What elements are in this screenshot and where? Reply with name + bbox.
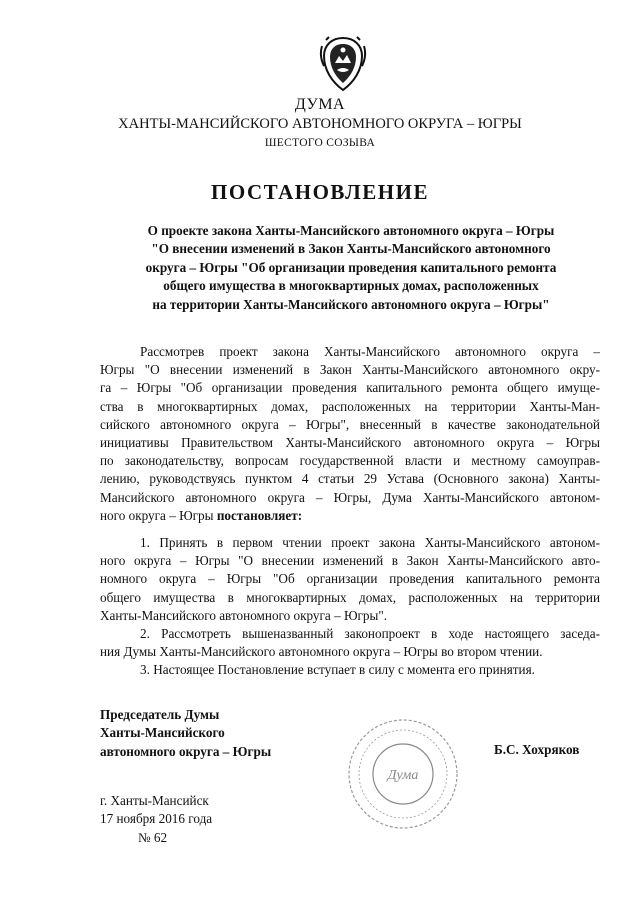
preamble-line: Рассмотрев проект закона Ханты-Мансийского автономного округа – bbox=[140, 344, 600, 359]
resolution-line: Ханты-Мансийского автономного округа – Югры". bbox=[100, 607, 388, 623]
preamble-line: га – Югры "Об организации проведения капитального ремонта общего имуще- bbox=[100, 380, 600, 396]
document-subject bbox=[108, 222, 594, 314]
organization-title: ДУМА bbox=[294, 96, 346, 113]
resolution-line: общего имущества в многоквартирных домах, расположенных на территории bbox=[100, 589, 600, 605]
signatory-position bbox=[100, 706, 271, 761]
preamble-line: Югры "О внесении изменений в Закон Ханты-Мансийского автономного окру- bbox=[100, 362, 600, 378]
preamble-line: лению, руководствуясь пунктом 4 статьи 29 Устава (Основного закона) Ханты- bbox=[100, 471, 600, 487]
document-number: № 62 bbox=[138, 829, 168, 845]
place-date-number bbox=[100, 792, 212, 847]
signatory-name: Б.С. Хохряков bbox=[494, 742, 580, 757]
position-line: Ханты-Мансийского bbox=[100, 725, 225, 741]
position-line: Председатель Думы bbox=[100, 707, 220, 722]
preamble-line: инициативы Правительством Ханты-Мансийского автономного округа – Югры bbox=[100, 435, 600, 451]
resolution-line: номного округа – Югры "Об организации проведения капитального ремонта bbox=[100, 571, 600, 587]
preamble-line: Мансийского автономного округа – Югры, Дума Ханты-Мансийского автоном- bbox=[100, 489, 600, 505]
preamble-line bbox=[100, 507, 600, 525]
organization-region: ХАНТЫ-МАНСИЙСКОГО АВТОНОМНОГО ОКРУГА – ЮГРЫ bbox=[118, 116, 522, 132]
convocation: ШЕСТОГО СОЗЫВА bbox=[264, 137, 376, 149]
stamp-text: Дума bbox=[387, 768, 419, 783]
resolution-line: 3. Настоящее Постановление вступает в силу с момента его принятия. bbox=[140, 662, 535, 678]
document-title: ПОСТАНОВЛЕНИЕ bbox=[211, 180, 429, 204]
subject-line: общего имущества в многоквартирных домах, расположенных bbox=[163, 278, 539, 294]
coat-of-arms-icon bbox=[318, 36, 368, 92]
subject-line: "О внесении изменений в Закон Ханты-Мансийского автономного bbox=[151, 241, 551, 257]
preamble-line: ства в многоквартирных домах, расположенных на территории Ханты-Ман- bbox=[100, 398, 600, 414]
subject-line: на территории Ханты-Мансийского автономного округа – Югры" bbox=[152, 296, 550, 312]
subject-line: О проекте закона Ханты-Мансийского автономного округа – Югры bbox=[147, 223, 555, 238]
position-line: автономного округа – Югры bbox=[100, 743, 272, 759]
resolution-paragraphs bbox=[100, 534, 600, 680]
city: г. Ханты-Мансийск bbox=[100, 793, 209, 808]
resolution-line: ния Думы Ханты-Мансийского автономного округа – Югры во втором чтении. bbox=[100, 644, 543, 660]
decree-word: постановляет: bbox=[216, 507, 303, 523]
subject-line: округа – Югры "Об организации проведения капитального ремонта bbox=[145, 259, 557, 275]
preamble-paragraph bbox=[100, 343, 600, 525]
round-stamp-icon bbox=[345, 716, 461, 832]
preamble-line: по законодательству, вопросам государственной власти и местному самоуправ- bbox=[100, 453, 600, 469]
preamble-last-text: ного округа – Югры bbox=[100, 507, 217, 523]
resolution-line: ного округа – Югры "О внесении изменений в Закон Ханты-Мансийского авто- bbox=[100, 553, 600, 569]
resolution-line: 2. Рассмотреть вышеназванный законопроект в ходе настоящего заседа- bbox=[140, 626, 600, 642]
preamble-line: сийского автономного округа – Югры", внесенный в качестве законодательной bbox=[100, 416, 600, 432]
date: 17 ноября 2016 года bbox=[100, 811, 213, 827]
resolution-line: 1. Принять в первом чтении проект закона Ханты-Мансийского автоном- bbox=[140, 535, 600, 550]
